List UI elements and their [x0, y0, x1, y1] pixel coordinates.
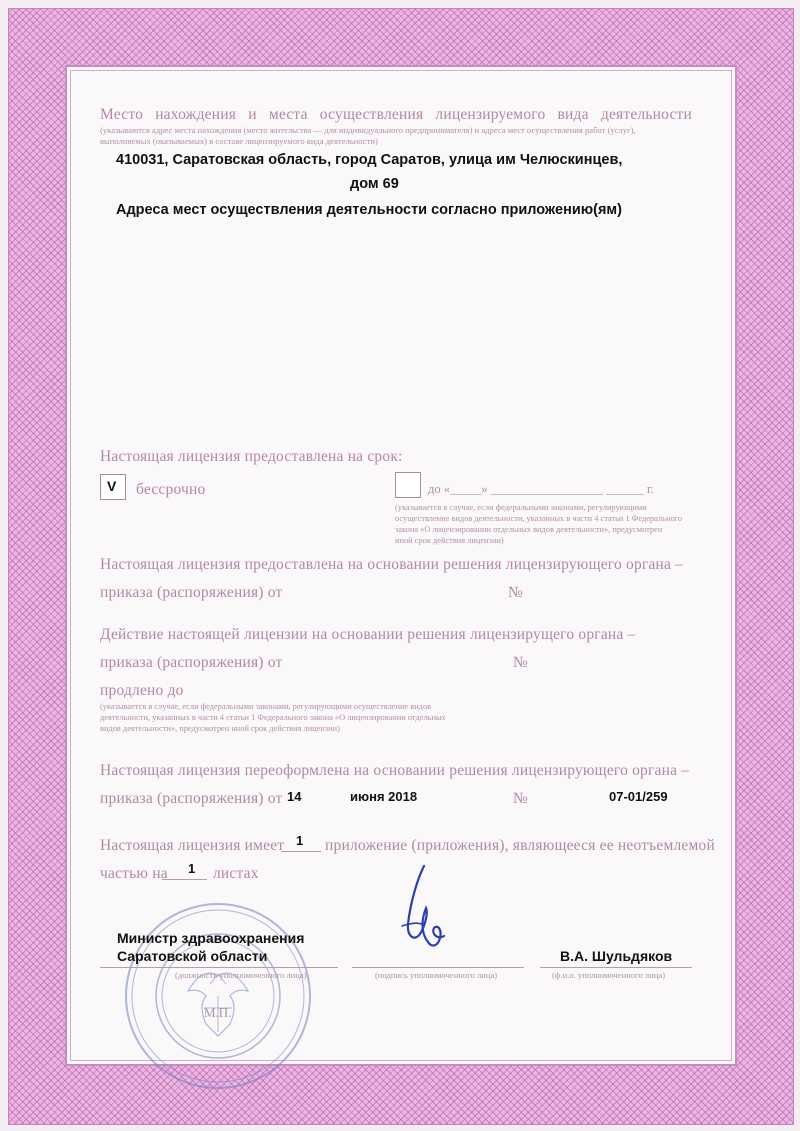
signatory-name: В.А. Шульдяков [560, 948, 673, 964]
indefinite-label: бессрочно [136, 481, 206, 498]
reissue-day: 14 [287, 789, 302, 804]
appendix-count-line [281, 851, 321, 852]
until-note-3: закона «О лицензировании отдельных видов деятельности», предусмотрен [395, 525, 663, 534]
basis-number-label: № [508, 584, 523, 601]
appendix-sheets-start: частью на [100, 865, 168, 882]
until-date-checkbox [395, 472, 421, 498]
appendix-sheets-line [162, 879, 207, 880]
address-line-3: Адреса мест осуществления деятельности согласно приложению(ям) [116, 202, 622, 218]
basis-heading: Настоящая лицензия предоставлена на основании решения лицензирующего органа – [100, 556, 684, 573]
until-note-1: (указывается в случае, если федеральными законами, регулирующими [395, 503, 647, 512]
reissue-number: 07-01/259 [609, 789, 668, 804]
extended-note-1: (указывается в случае, если федеральными законами, регулирующими осуществление видов [100, 702, 432, 711]
address-line-1: 410031, Саратовская область, город Саратов, улица им Челюскинцев, [116, 152, 623, 168]
reissue-month-year: июня 2018 [350, 789, 418, 804]
name-caption: (ф.и.о. уполномоченного лица) [552, 970, 666, 980]
reissue-heading: Настоящая лицензия переоформлена на основании решения лицензирующего органа – [100, 762, 690, 779]
effect-number-label: № [513, 654, 528, 671]
reissue-number-label: № [513, 790, 528, 807]
signature-caption: (подпись уполномоченного лица) [375, 970, 498, 980]
location-heading: Место нахождения и места осуществления лицензируемого вида деятельности [100, 106, 692, 123]
until-note-2: осуществление видов деятельности, указанных в части 4 статьи 1 Федерального [395, 514, 683, 523]
stamp-place-label: М.П. [204, 1005, 232, 1020]
position-line [100, 967, 338, 968]
extended-note-2: деятельности, указанных в части 4 статьи 1 Федерального закона «О лицензировании отдельных [100, 713, 446, 722]
extended-label: продлено до [100, 682, 184, 699]
appendix-sheets: 1 [188, 861, 196, 876]
appendix-text-start: Настоящая лицензия имеет [100, 837, 285, 854]
effect-heading: Действие настоящей лицензии на основании решения лицензирущего органа – [100, 626, 636, 643]
name-line [540, 967, 692, 968]
location-note-1: (указываются адрес места нахождения (место жительства — для индивидуального предпринимателя) и адреса мест осуществления работ (услуг), [100, 125, 636, 135]
until-date-field: до «_____» __________________ ______ г. [428, 482, 654, 496]
signature-line [352, 967, 524, 968]
extended-note-3: видов деятельности», предусмотрен иной срок действия лицензии) [100, 724, 340, 733]
signatory-position-line-2: Саратовской области [117, 948, 268, 964]
term-heading: Настоящая лицензия предоставлена на срок: [100, 448, 403, 465]
signatory-position-line-1: Министр здравоохранения [117, 930, 305, 946]
appendix-count: 1 [296, 833, 304, 848]
basis-order-label: приказа (распоряжения) от [100, 584, 283, 601]
position-caption: (должность уполномоченного лица) [175, 970, 307, 980]
indefinite-checkbox [100, 474, 126, 500]
appendix-text-end: приложение (приложения), являющееся ее неотъемлемой [325, 837, 715, 854]
reissue-order-label: приказа (распоряжения) от [100, 790, 283, 807]
official-stamp [118, 896, 318, 1096]
location-note-2: выполняемых (оказываемых) в составе лицензируемого вида деятельности) [100, 136, 378, 146]
effect-order-label: приказа (распоряжения) от [100, 654, 283, 671]
address-line-2: дом 69 [350, 176, 399, 192]
handwritten-signature [398, 862, 458, 952]
appendix-sheets-end: листах [213, 865, 259, 882]
checkbox-check-mark: V [107, 478, 117, 494]
until-note-4: иной срок действия лицензии) [395, 536, 504, 545]
